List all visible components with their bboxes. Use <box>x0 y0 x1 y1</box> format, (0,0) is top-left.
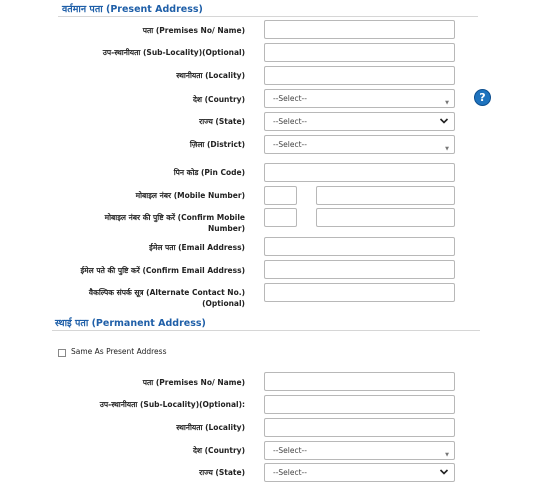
permanent-address-title: स्थाई पता (Permanent Address) <box>55 318 206 329</box>
confirm-email-label: ईमेल पते की पुष्टि करें (Confirm Email Address) <box>80 266 245 275</box>
country-select[interactable] <box>264 89 455 108</box>
district-select[interactable] <box>264 135 455 154</box>
state-label: राज्य (State) <box>199 117 245 126</box>
chevron-down-icon <box>439 116 449 126</box>
present-address-title: वर्तमान पता (Present Address) <box>62 4 203 15</box>
sublocality-label: उप-स्थानीयता (Sub-Locality)(Optional) <box>102 48 245 57</box>
mobile-number-input[interactable] <box>316 186 455 205</box>
pincode-label: पिन कोड (Pin Code) <box>173 168 245 177</box>
confirm-mobile-label <box>20 212 245 234</box>
same-as-present-checkbox[interactable] <box>58 349 66 357</box>
premises-label: पता (Premises No/ Name) <box>142 26 245 35</box>
alternate-contact-input[interactable] <box>264 283 455 302</box>
locality-label: स्थानीयता (Locality) <box>176 71 245 80</box>
caret-down-icon: ▼ <box>445 452 449 458</box>
perm-sublocality-label: उप-स्थानीयता (Sub-Locality)(Optional): <box>99 400 245 409</box>
district-select-value: --Select-- <box>273 140 307 149</box>
mobile-country-code-input[interactable] <box>264 186 297 205</box>
present-address-divider <box>58 16 478 17</box>
chevron-down-icon <box>439 467 449 477</box>
caret-down-icon: ▼ <box>445 100 449 106</box>
locality-input[interactable] <box>264 66 455 85</box>
sublocality-input[interactable] <box>264 43 455 62</box>
perm-premises-label: पता (Premises No/ Name) <box>142 378 245 387</box>
perm-state-select-value: --Select-- <box>273 468 307 477</box>
perm-sublocality-input[interactable] <box>264 395 455 414</box>
pincode-input[interactable] <box>264 163 455 182</box>
alternate-contact-label-line1: वैकल्पिक संपर्क सूत्र (Alternate Contact No.) <box>88 288 245 297</box>
alternate-contact-label <box>20 287 245 309</box>
permanent-address-divider <box>52 330 480 331</box>
perm-country-label: देश (Country) <box>192 446 245 455</box>
confirm-mobile-country-code-input[interactable] <box>264 208 297 227</box>
country-select-value: --Select-- <box>273 94 307 103</box>
perm-state-label: राज्य (State) <box>199 468 245 477</box>
mobile-label: मोबाइल नंबर (Mobile Number) <box>135 191 245 200</box>
email-input[interactable] <box>264 237 455 256</box>
caret-down-icon: ▼ <box>445 146 449 152</box>
premises-input[interactable] <box>264 20 455 39</box>
email-label: ईमेल पता (Email Address) <box>149 243 245 252</box>
perm-country-select-value: --Select-- <box>273 446 307 455</box>
question-circle-icon[interactable]: ? <box>474 89 491 106</box>
perm-state-select[interactable] <box>264 463 455 482</box>
district-label: ज़िला (District) <box>189 140 245 149</box>
same-as-present-label: Same As Present Address <box>71 347 167 356</box>
perm-locality-label: स्थानीयता (Locality) <box>176 423 245 432</box>
alternate-contact-label-line2: (Optional) <box>202 299 245 308</box>
confirm-email-input[interactable] <box>264 260 455 279</box>
perm-locality-input[interactable] <box>264 418 455 437</box>
confirm-mobile-number-input[interactable] <box>316 208 455 227</box>
confirm-mobile-label-line1: मोबाइल नंबर की पुष्टि करें (Confirm Mobile <box>104 213 245 222</box>
confirm-mobile-label-line2: Number) <box>207 224 245 233</box>
state-select-value: --Select-- <box>273 117 307 126</box>
perm-premises-input[interactable] <box>264 372 455 391</box>
state-select[interactable] <box>264 112 455 131</box>
perm-country-select[interactable] <box>264 441 455 460</box>
country-label: देश (Country) <box>192 95 245 104</box>
